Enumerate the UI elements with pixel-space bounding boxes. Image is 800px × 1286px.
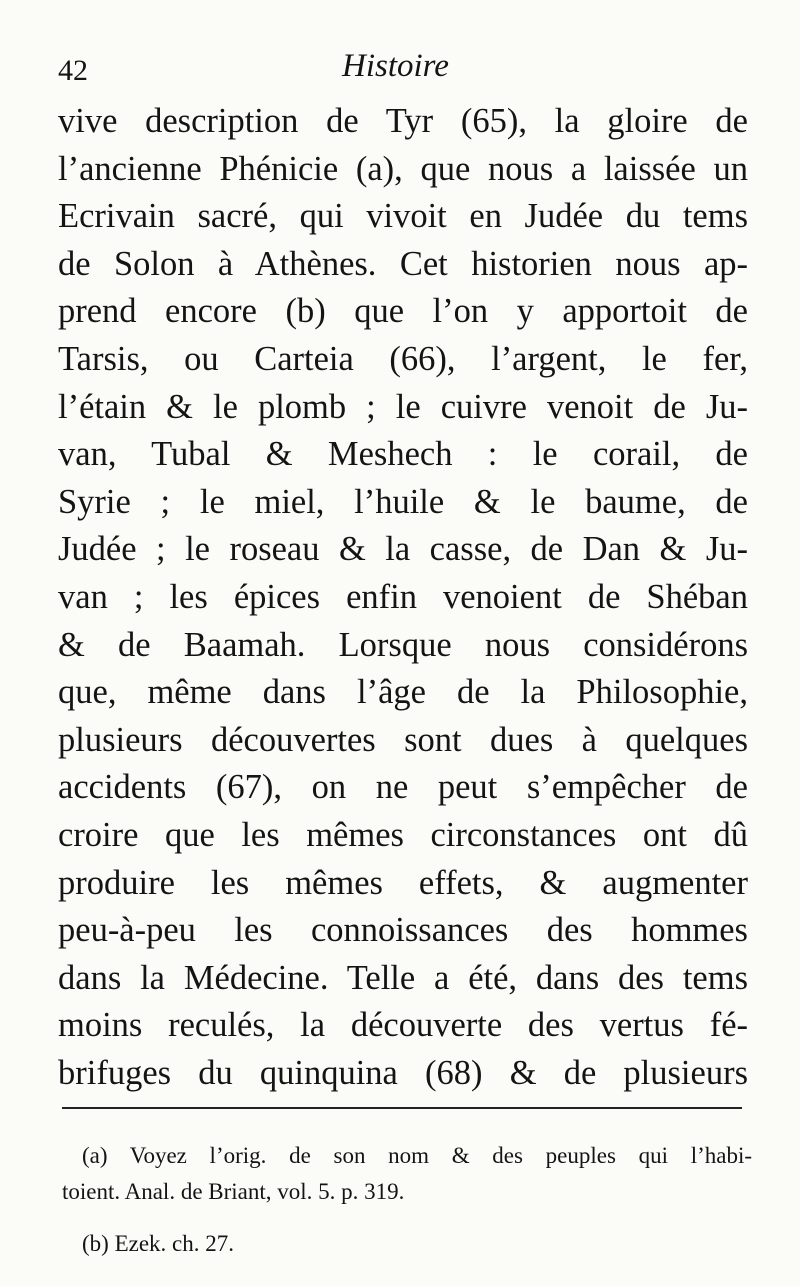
footnote-divider <box>62 1107 742 1109</box>
text-line: produire les mêmes effets, & augmenter <box>58 863 748 902</box>
footnote-b: (b) Ezek. ch. 27. <box>82 1231 234 1256</box>
footnotes <box>62 1138 752 1262</box>
text-line: accidents (67), on ne peut s’empêcher de <box>58 768 748 807</box>
text-line: de Solon à Athènes. Cet historien nous ap- <box>58 244 748 283</box>
text-line: dans la Médecine. Telle a été, dans des tems <box>58 958 748 997</box>
text-line: moins reculés, la découverte des vertus fé- <box>58 1006 748 1045</box>
text-line: Judée ; le roseau & la casse, de Dan & Ju- <box>58 530 748 569</box>
text-line: & de Baamah. Lorsque nous considérons <box>58 625 748 664</box>
text-line: van ; les épices enfin venoient de Shéban <box>58 577 748 616</box>
running-title: Histoire <box>342 48 449 84</box>
text-line: peu-à-peu les connoissances des hommes <box>58 911 748 950</box>
text-line: l’ancienne Phénicie (a), que nous a laissée un <box>58 149 748 188</box>
text-line: van, Tubal & Meshech : le corail, de <box>58 435 748 474</box>
text-line: plusieurs découvertes sont dues à quelques <box>58 720 748 759</box>
text-line: que, même dans l’âge de la Philosophie, <box>58 673 748 712</box>
body-text <box>58 98 748 1097</box>
text-line: Ecrivain sacré, qui vivoit en Judée du tems <box>58 197 748 236</box>
text-line: brifuges du quinquina (68) & de plusieurs <box>58 1053 748 1092</box>
text-line: Syrie ; le miel, l’huile & le baume, de <box>58 482 748 521</box>
text-line: croire que les mêmes circonstances ont dû <box>58 815 748 854</box>
footnote-gap <box>62 1210 752 1226</box>
text-line: l’étain & le plomb ; le cuivre venoit de Ju- <box>58 387 748 426</box>
page-header <box>58 48 748 90</box>
text-line: prend encore (b) que l’on y apportoit de <box>58 292 748 331</box>
text-line: Tarsis, ou Carteia (66), l’argent, le fer, <box>58 339 748 378</box>
footnote-a: (a) Voyez l’orig. de son nom & des peuples qui l’habi- <box>82 1143 752 1168</box>
text-line: vive description de Tyr (65), la gloire de <box>58 102 748 140</box>
footnote-a-continued: toient. Anal. de Briant, vol. 5. p. 319. <box>62 1179 405 1204</box>
page-number: 42 <box>58 54 88 87</box>
